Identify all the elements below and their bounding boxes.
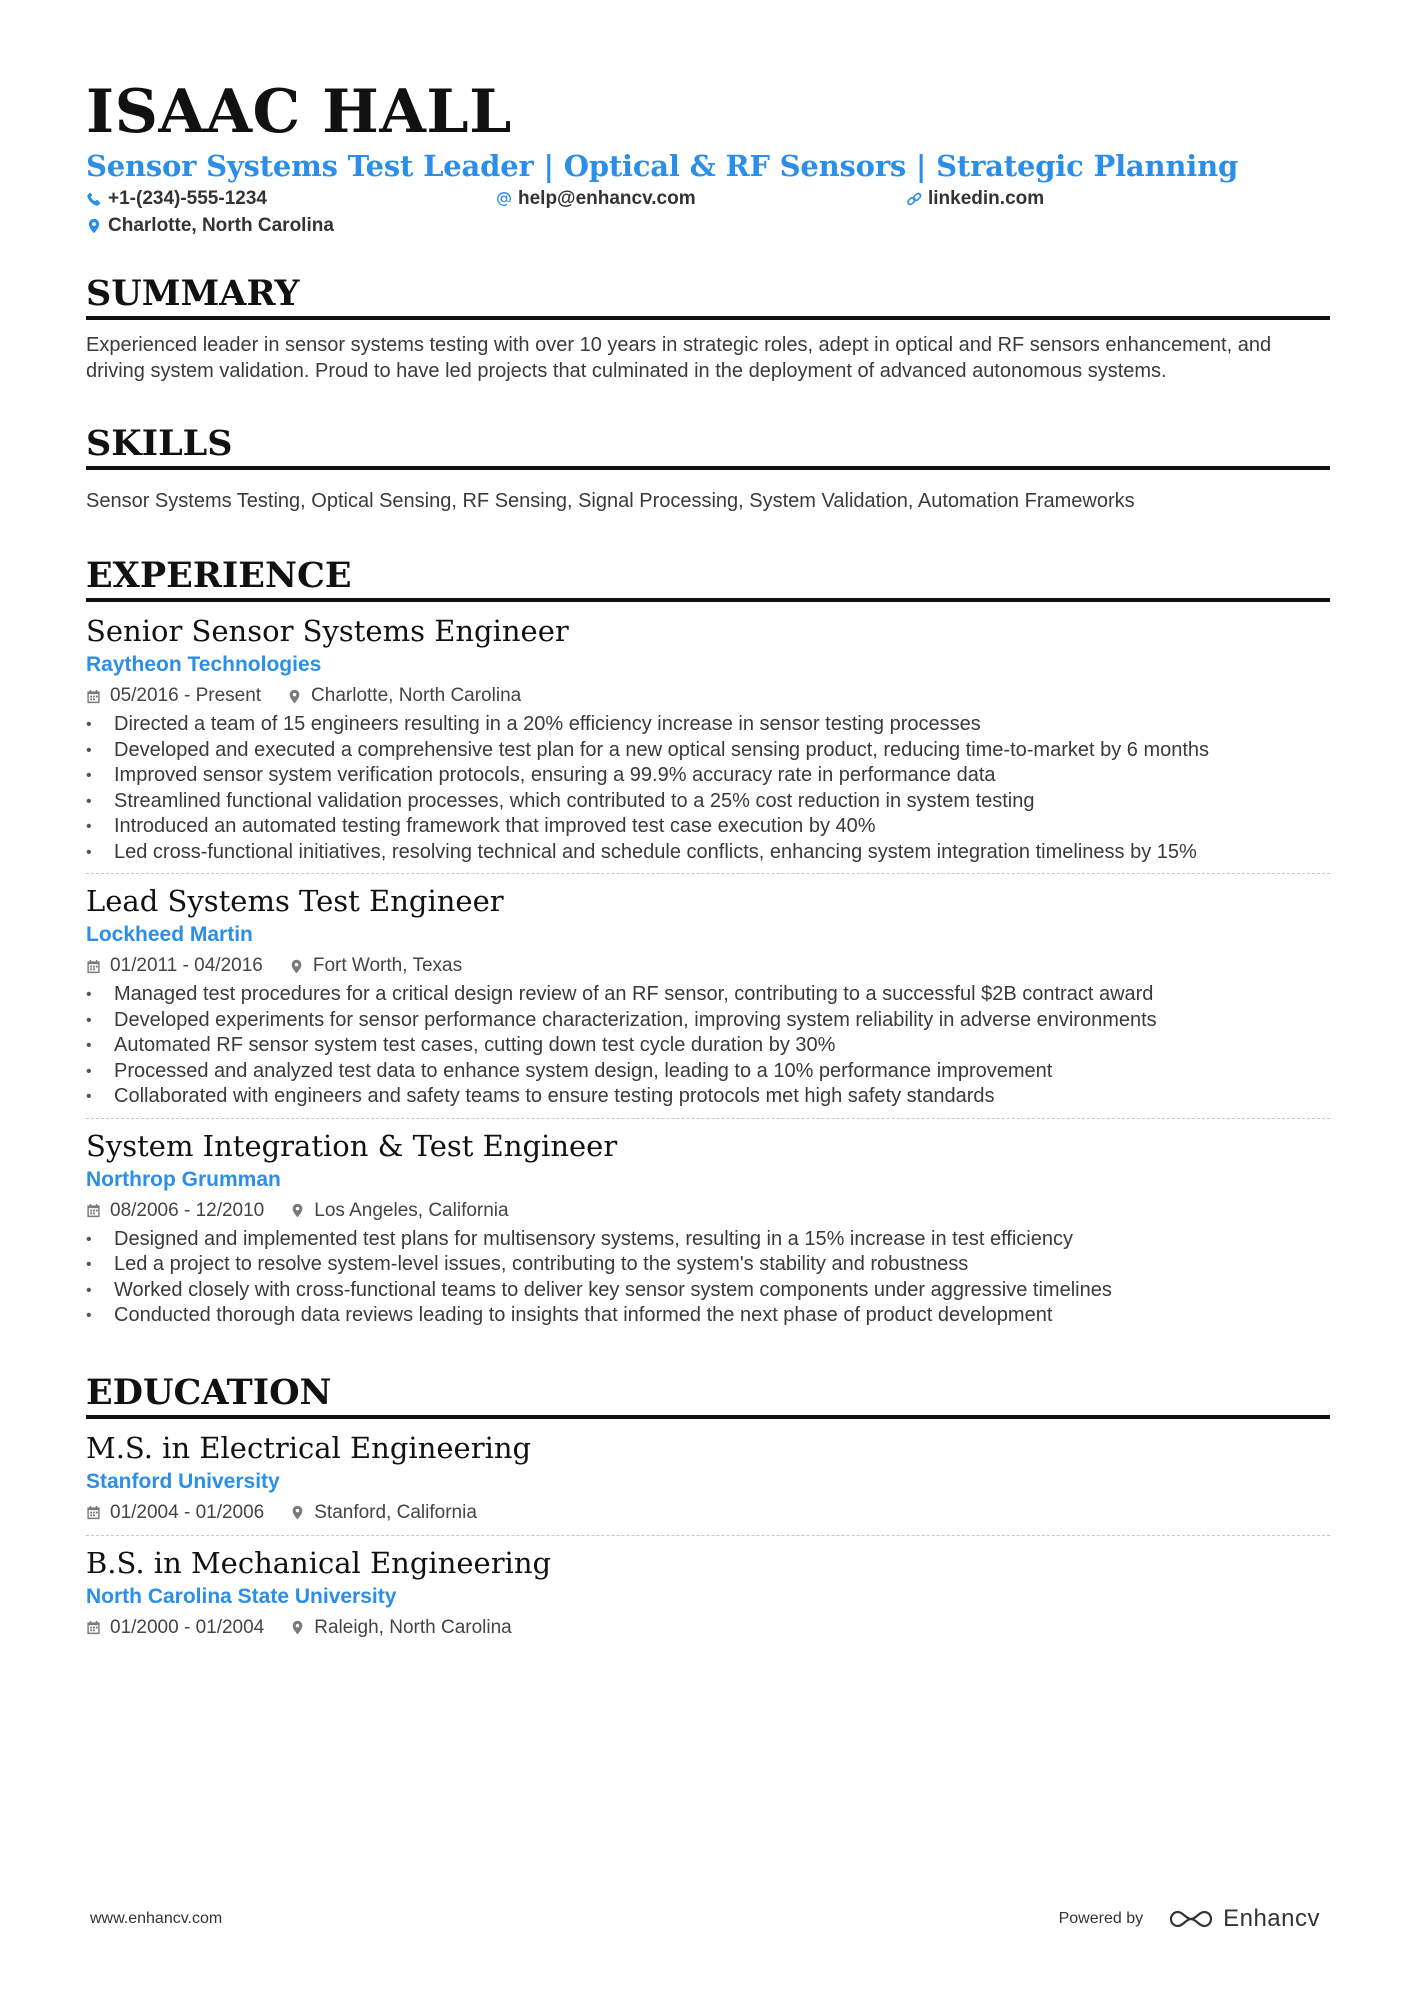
education-dates-text: 01/2000 - 01/2004 (110, 1616, 265, 1638)
job-meta (86, 682, 1330, 710)
powered-by-label: Powered by (1058, 1910, 1144, 1927)
job-dates (86, 952, 263, 980)
job-location-text: Los Angeles, California (314, 1199, 509, 1221)
education-section (86, 1371, 1330, 1650)
job-bullet: • Collaborated with engineers and safety teams to ensure testing protocols met high safety standards (86, 1084, 1330, 1110)
job-location (287, 682, 521, 710)
brand-logo[interactable] (1167, 1905, 1320, 1933)
job-dates (86, 682, 261, 710)
page-footer (90, 1905, 1320, 1933)
company-name: Raytheon Technologies (86, 653, 322, 676)
job-title: Senior Sensor Systems Engineer (86, 614, 569, 648)
summary-heading: SUMMARY (86, 272, 1330, 320)
resume-page (86, 78, 1330, 1650)
job-bullet: • Automated RF sensor system test cases, cutting down test cycle duration by 30% (86, 1033, 1330, 1059)
company-name: Lockheed Martin (86, 923, 253, 946)
location-pin-icon (290, 1505, 305, 1520)
location-pin-icon (86, 218, 102, 234)
school-name: North Carolina State University (86, 1584, 397, 1608)
school-name: Stanford University (86, 1469, 280, 1493)
brand-name: Enhancv (1223, 1905, 1320, 1932)
calendar-icon (86, 1620, 101, 1635)
education-location (290, 1499, 477, 1527)
job-bullet: • Directed a team of 15 engineers resulting in a 20% efficiency increase in sensor testing processes (86, 712, 1330, 738)
job-bullet: • Developed and executed a comprehensive test plan for a new optical sensing product, reducing time-to-market by 6 months (86, 738, 1330, 764)
education-meta (86, 1614, 1330, 1642)
enhancv-logo-icon (1167, 1907, 1215, 1931)
contact-phone[interactable] (86, 188, 267, 210)
job-location-text: Fort Worth, Texas (312, 955, 463, 976)
education-location-text: Raleigh, North Carolina (314, 1616, 512, 1638)
job-bullet: • Processed and analyzed test data to enhance system design, leading to a 10% performance improvement (86, 1059, 1330, 1085)
phone-icon (86, 191, 102, 207)
contact-linkedin-text: linkedin.com (928, 188, 1045, 209)
education-location (290, 1614, 512, 1642)
job-title: System Integration & Test Engineer (86, 1128, 618, 1163)
job-bullet: • Introduced an automated testing framework that improved test case execution by 40% (86, 814, 1330, 840)
job-bullets (86, 712, 1330, 865)
calendar-icon (86, 689, 101, 704)
contact-email[interactable] (496, 188, 696, 210)
experience-entry (86, 1118, 1330, 1337)
job-bullet: • Worked closely with cross-functional teams to deliver key sensor system components under aggressive timelines (86, 1278, 1330, 1304)
job-location-text: Charlotte, North Carolina (311, 685, 522, 706)
job-bullets (86, 982, 1330, 1110)
location-pin-icon (289, 959, 304, 974)
job-bullet: • Designed and implemented test plans for multisensory systems, resulting in a 15% increase in test efficiency (86, 1227, 1330, 1253)
link-icon (906, 191, 922, 207)
summary-section (86, 272, 1330, 384)
education-dates (86, 1614, 264, 1642)
degree-title: B.S. in Mechanical Engineering (86, 1545, 552, 1580)
job-bullets (86, 1227, 1330, 1329)
job-location (289, 952, 462, 980)
calendar-icon (86, 959, 101, 974)
job-location (290, 1197, 508, 1225)
experience-entry (86, 612, 1330, 873)
job-dates-text: 05/2016 - Present (110, 685, 262, 706)
contact-phone-text: +1-(234)-555-1234 (108, 188, 267, 209)
education-dates-text: 01/2004 - 01/2006 (110, 1501, 265, 1523)
job-dates-text: 01/2011 - 04/2016 (110, 955, 263, 976)
calendar-icon (86, 1505, 101, 1520)
job-bullet: • Developed experiments for sensor performance characterization, improving system reliability in adverse environments (86, 1008, 1330, 1034)
location-pin-icon (287, 689, 302, 704)
contact-linkedin[interactable] (906, 188, 1044, 210)
education-entry (86, 1535, 1330, 1650)
job-dates (86, 1197, 264, 1225)
contact-location-text: Charlotte, North Carolina (108, 215, 334, 236)
job-meta (86, 952, 1330, 980)
at-icon (496, 191, 512, 207)
degree-title: M.S. in Electrical Engineering (86, 1430, 532, 1465)
footer-website-link[interactable]: www.enhancv.com (90, 1910, 223, 1927)
contact-info (86, 188, 1330, 244)
contact-location (86, 215, 334, 237)
job-bullet: • Led cross-functional initiatives, resolving technical and schedule conflicts, enhancing system integration timeliness by 15% (86, 840, 1330, 866)
summary-text: Experienced leader in sensor systems testing with over 10 years in strategic roles, adept in optical and RF sensors enhancement, and driving system validation. Proud to have led projects that culminated in the deployment of advanced autonomous systems. (86, 334, 1272, 382)
job-dates-text: 08/2006 - 12/2010 (110, 1199, 265, 1221)
job-bullet: • Improved sensor system verification protocols, ensuring a 99.9% accuracy rate in performance data (86, 763, 1330, 789)
company-name: Northrop Grumman (86, 1167, 281, 1191)
calendar-icon (86, 1203, 101, 1218)
job-bullet: • Led a project to resolve system-level issues, contributing to the system's stability and robustness (86, 1252, 1330, 1278)
skills-text: Sensor Systems Testing, Optical Sensing, RF Sensing, Signal Processing, System Validation, Automation Frameworks (86, 490, 1135, 512)
powered-by (1059, 1905, 1320, 1933)
contact-email-text: help@enhancv.com (518, 188, 696, 209)
education-location-text: Stanford, California (314, 1501, 477, 1523)
candidate-headline: Sensor Systems Test Leader | Optical & RF Sensors | Strategic Planning (86, 149, 1239, 183)
location-pin-icon (290, 1203, 305, 1218)
job-title: Lead Systems Test Engineer (86, 884, 504, 918)
skills-heading: SKILLS (86, 422, 1330, 470)
experience-entry (86, 873, 1330, 1118)
candidate-name: ISAAC HALL (86, 77, 512, 147)
education-meta (86, 1499, 1330, 1527)
experience-section (86, 554, 1330, 1337)
education-entry (86, 1429, 1330, 1535)
job-bullet: • Streamlined functional validation processes, which contributed to a 25% cost reduction in system testing (86, 789, 1330, 815)
job-bullet: • Conducted thorough data reviews leading to insights that informed the next phase of product development (86, 1303, 1330, 1329)
job-meta (86, 1197, 1330, 1225)
education-heading: EDUCATION (86, 1371, 1330, 1419)
job-bullet: • Managed test procedures for a critical design review of an RF sensor, contributing to a successful $2B contract award (86, 982, 1330, 1008)
education-dates (86, 1499, 264, 1527)
location-pin-icon (290, 1620, 305, 1635)
skills-section (86, 422, 1330, 514)
experience-heading: EXPERIENCE (86, 554, 1330, 602)
